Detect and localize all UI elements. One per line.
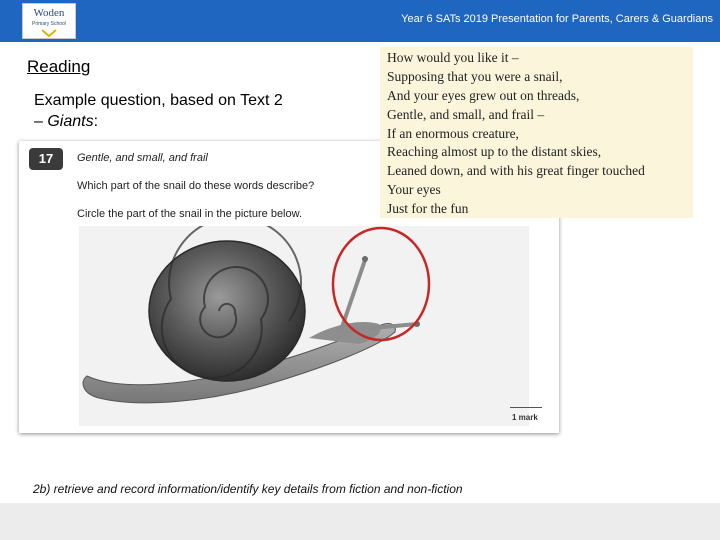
example-question-intro: [34, 90, 294, 132]
snail-picture-icon: [79, 226, 529, 426]
mark-divider: [510, 407, 542, 408]
question-prompt: Which part of the snail do these words describe?: [77, 180, 315, 192]
poem-line: Leaned down, and with his great finger touched: [387, 163, 645, 178]
header-bar: [0, 0, 720, 42]
footer-bar: [0, 503, 720, 540]
mark-label: 1 mark: [512, 413, 538, 422]
poem-extract: [380, 47, 693, 218]
poem-line: If an enormous creature,: [387, 126, 519, 141]
logo-subtitle: Primary School: [32, 21, 66, 27]
poem-line: Gentle, and small, and frail –: [387, 107, 545, 122]
poem-line: How would you like it –: [387, 50, 519, 65]
poem-line: Supposing that you were a snail,: [387, 69, 563, 84]
poem-line: Your eyes: [387, 182, 441, 197]
poem-line: Just for the fun: [387, 201, 469, 216]
school-logo: [22, 3, 76, 39]
text-title: Giants: [47, 113, 94, 130]
presentation-title: Year 6 SATs 2019 Presentation for Parents, Carers & Guardians: [401, 13, 713, 25]
assessment-objective: 2b) retrieve and record information/identify key details from fiction and non-fiction: [33, 482, 463, 496]
slide-heading: Reading: [27, 57, 91, 76]
chevron-down-icon: [41, 29, 57, 38]
poem-line: Reaching almost up to the distant skies,: [387, 144, 602, 159]
example-suffix: :: [93, 113, 99, 130]
poem-line: And your eyes grew out on threads,: [387, 88, 580, 103]
logo-name: Woden: [33, 7, 65, 19]
highlight-circle: [333, 228, 429, 340]
question-number-badge: 17: [29, 148, 63, 170]
question-instruction: Circle the part of the snail in the picture below.: [77, 208, 303, 220]
question-quote: Gentle, and small, and frail: [77, 152, 208, 164]
example-prefix: Example question, based on Text 2 –: [34, 92, 283, 130]
